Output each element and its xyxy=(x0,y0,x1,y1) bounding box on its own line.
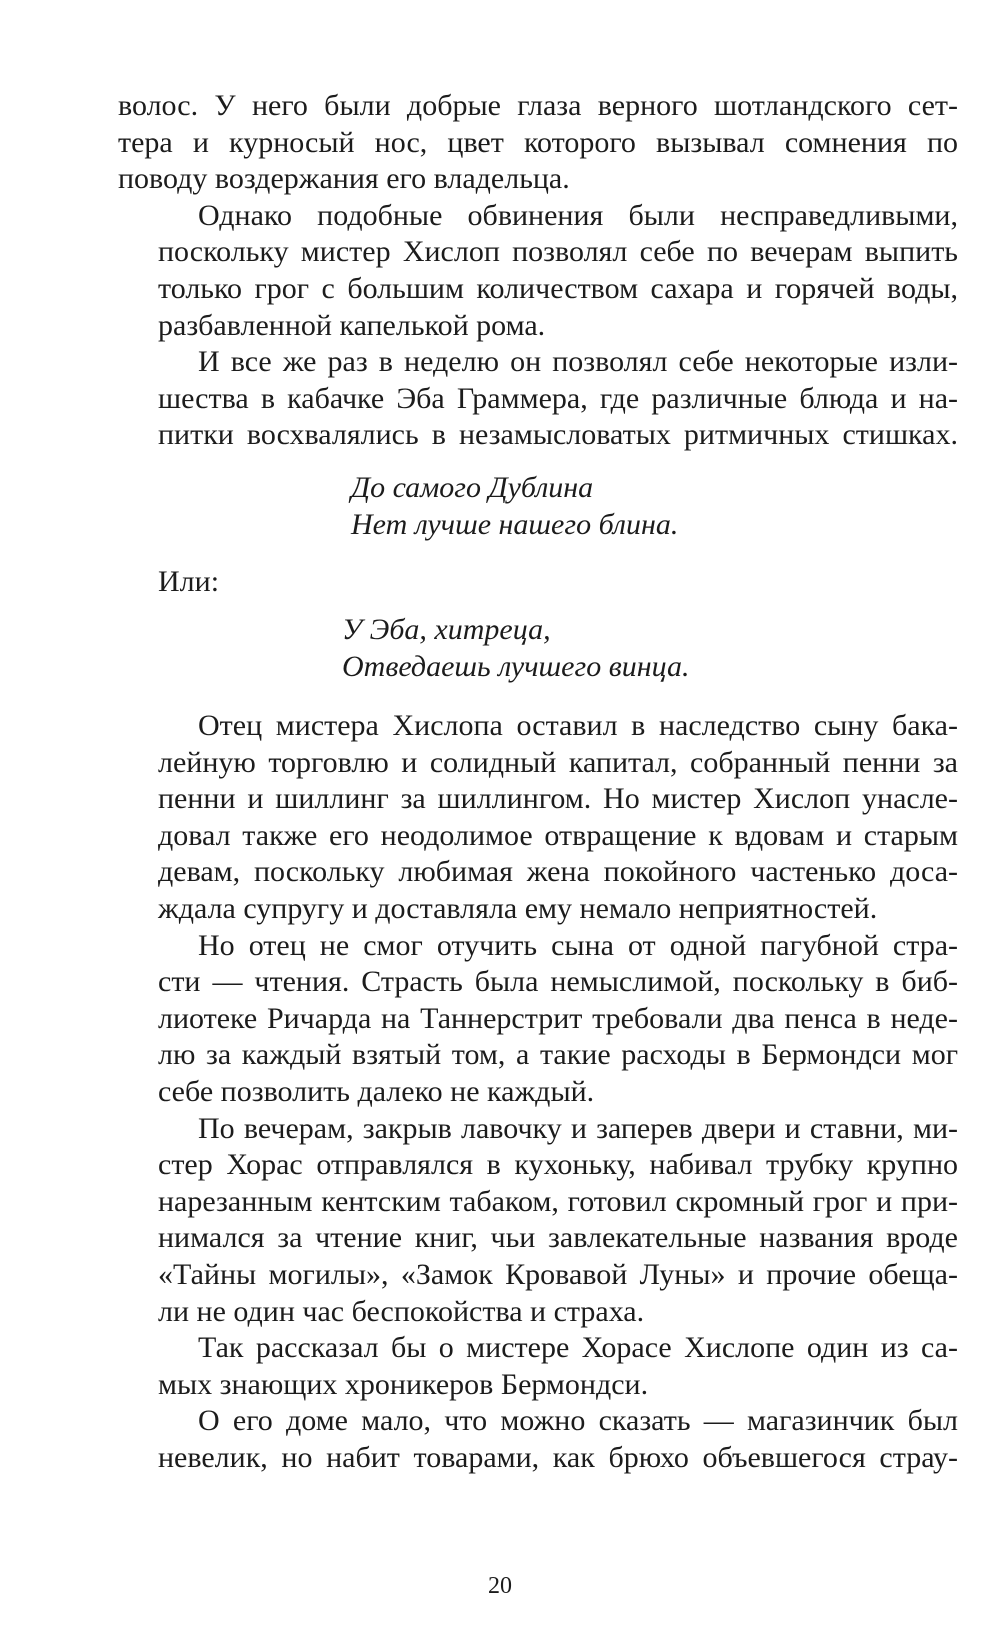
paragraph-4 xyxy=(118,708,958,928)
text-line: Отец мистера Хислопа оставил в наследство сыну бака- xyxy=(198,709,958,742)
text-line: нарезанным кентским табаком, готовил скромный грог и при- xyxy=(158,1184,958,1218)
main-text-block xyxy=(118,708,958,1476)
text-line: стер Хорас отправлялся в кухоньку, набивал трубку крупно xyxy=(158,1148,958,1182)
verse-2 xyxy=(342,612,689,685)
paragraph-8 xyxy=(118,1403,958,1476)
paragraph-5 xyxy=(118,928,958,1111)
text-line: О его доме мало, что можно сказать — магазинчик был xyxy=(198,1404,958,1438)
text-line: девам, поскольку любимая жена покойного частенько доса- xyxy=(158,855,958,889)
text-line: поводу воздержания его владельца. xyxy=(118,162,570,196)
text-line: лиотеке Ричарда на Таннерстрит требовали два пенса в неде- xyxy=(158,1001,958,1035)
text-line: себе позволить далеко не каждый. xyxy=(158,1074,595,1108)
verse-line: Отведаешь лучшего винца. xyxy=(342,649,690,683)
paragraph-1 xyxy=(118,88,958,198)
verse-line: До самого Дублина xyxy=(351,471,594,504)
text-line: только грог с большим количеством сахара и горячей воды, xyxy=(158,271,958,305)
text-line: нимался за чтение книг, чьи завлекательные названия вроде xyxy=(158,1221,958,1255)
text-line: Но отец не смог отучить сына от одной пагубной стра- xyxy=(198,928,958,962)
paragraph-7 xyxy=(118,1330,958,1403)
text-line: тера и курносый нос, цвет которого вызывал сомнения по xyxy=(118,125,958,159)
text-line: И все же раз в неделю он позволял себе некоторые изли- xyxy=(198,345,958,379)
text-line: По вечерам, закрыв лавочку и заперев двери и ставни, ми- xyxy=(198,1111,958,1145)
page-number: 20 xyxy=(488,1573,512,1599)
page-body xyxy=(118,88,958,1474)
text-line: поскольку мистер Хислоп позволял себе по вечерам выпить xyxy=(158,235,958,269)
text-line: сти — чтения. Страсть была немыслимой, поскольку в биб- xyxy=(158,965,958,999)
verse-1 xyxy=(351,470,678,543)
text-line: невелик, но набит товарами, как брюхо объевшегося страу- xyxy=(158,1440,958,1474)
text-line: мых знающих хроникеров Бермондси. xyxy=(158,1367,649,1401)
verse-line: У Эба, хитреца, xyxy=(342,613,551,646)
verse-line: Нет лучше нашего блина. xyxy=(351,507,679,541)
paragraph-3 xyxy=(118,344,958,454)
text-line: питки восхвалялись в незамысловатых ритмичных стишках. xyxy=(158,418,958,452)
paragraph-6 xyxy=(118,1111,958,1331)
text-line: разбавленной капелькой рома. xyxy=(158,308,546,342)
text-line: ли не один час беспокойства и страха. xyxy=(158,1294,645,1328)
text-line: Однако подобные обвинения были несправедливыми, xyxy=(198,198,958,232)
text-line: лейную торговлю и солидный капитал, собранный пенни за xyxy=(158,745,958,779)
text-line: довал также его неодолимое отвращение к вдовам и старым xyxy=(158,818,958,852)
text-line: пенни и шиллинг за шиллингом. Но мистер Хислоп унасле- xyxy=(158,782,958,816)
text-line: Так рассказал бы о мистере Хорасе Хислопе один из са- xyxy=(198,1331,958,1365)
text-line: лю за каждый взятый том, а такие расходы в Бермондси мог xyxy=(158,1038,958,1072)
or-label: Или: xyxy=(158,565,220,598)
text-line: волос. У него были добрые глаза верного шотландского сет- xyxy=(118,89,958,122)
text-line: шества в кабачке Эба Граммера, где различные блюда и на- xyxy=(158,381,958,415)
text-line: ждала супругу и доставляла ему немало неприятностей. xyxy=(158,891,878,925)
text-line: «Тайны могилы», «Замок Кровавой Луны» и прочие обеща- xyxy=(158,1257,958,1291)
paragraph-2 xyxy=(118,198,958,344)
